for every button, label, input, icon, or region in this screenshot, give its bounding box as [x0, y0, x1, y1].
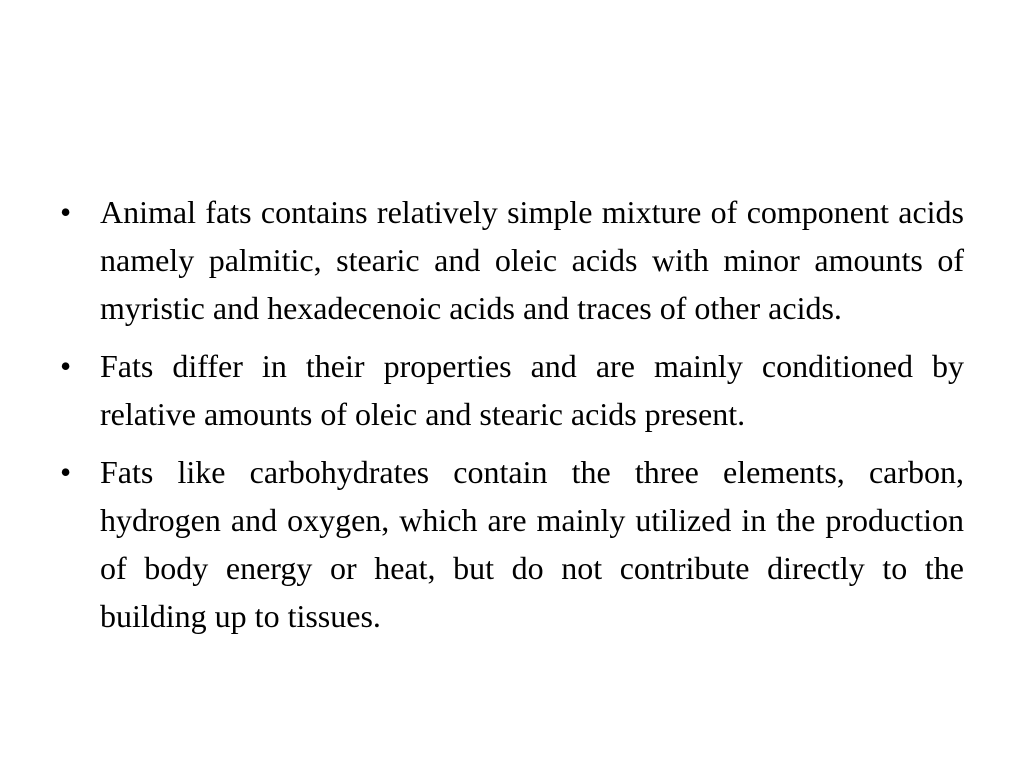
bullet-item-fats-elements	[60, 448, 964, 640]
bullet-text-fats-differ: Fats differ in their properties and are mainly conditioned by relative amounts of oleic and stearic acids present.	[100, 348, 964, 432]
bullet-text-fats-elements: Fats like carbohydrates contain the three elements, carbon, hydrogen and oxygen, which are mainly utilized in the production of body energy or heat, but do not contribute directly to the building up to tissues.	[100, 454, 964, 634]
bullet-marker: •	[60, 454, 72, 490]
bullet-marker: •	[60, 348, 72, 384]
bullet-item-animal-fats	[60, 188, 964, 332]
bullet-marker: •	[60, 194, 72, 230]
bullet-item-fats-differ	[60, 342, 964, 438]
bullet-text-animal-fats: Animal fats contains relatively simple mixture of component acids namely palmitic, stearic and oleic acids with minor amounts of myristic and hexadecenoic acids and traces of other acids.	[100, 194, 964, 326]
bullet-list	[60, 188, 964, 650]
